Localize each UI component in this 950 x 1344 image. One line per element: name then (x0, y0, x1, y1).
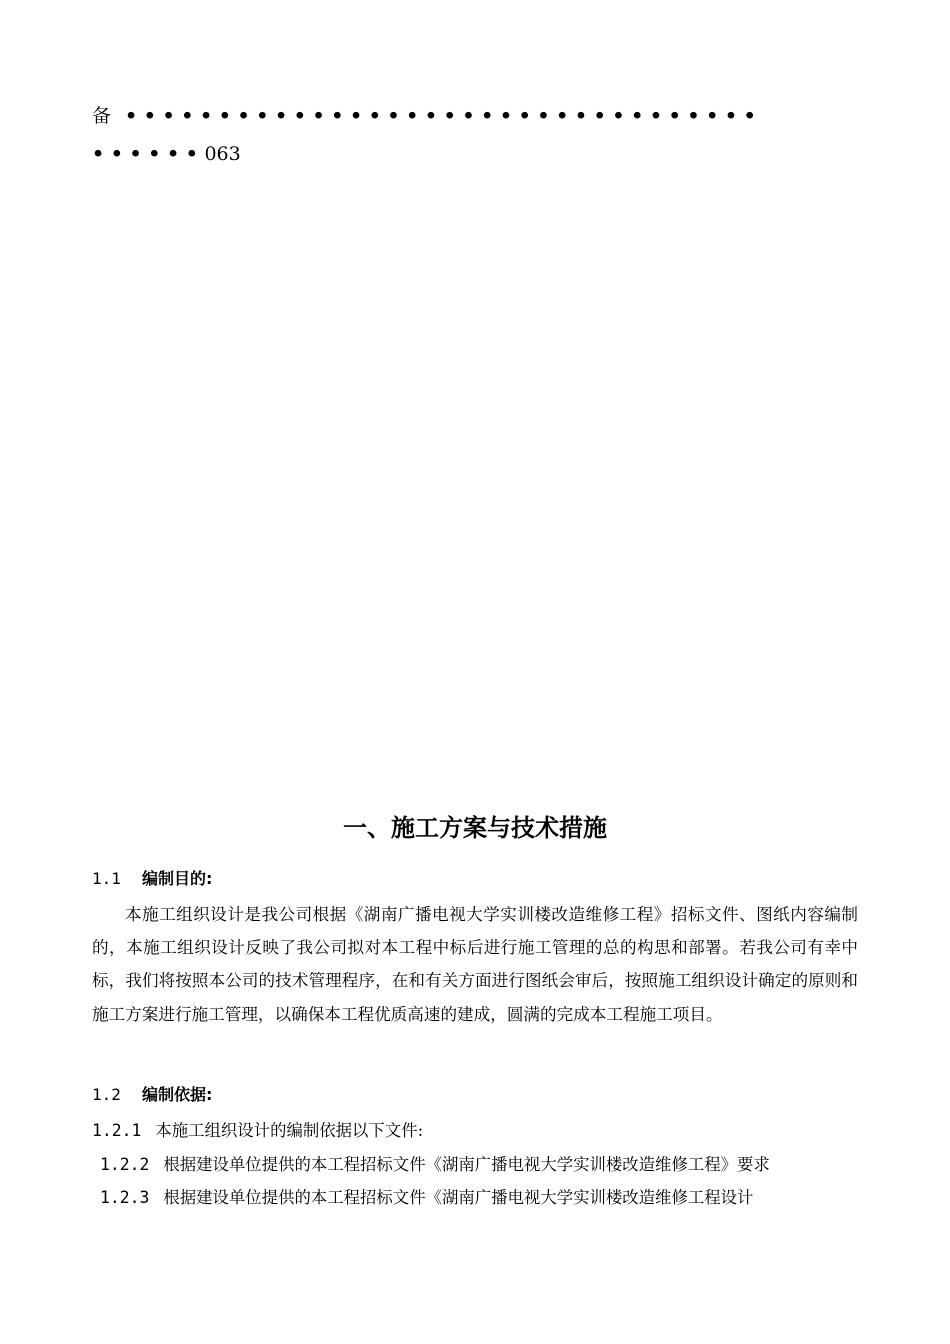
section-heading-1-2 (92, 1084, 212, 1106)
item-number: 1.2.3 (100, 1188, 150, 1207)
basis-item-1-2-1 (92, 1120, 423, 1142)
toc-page-number: 063 (204, 143, 241, 165)
toc-entry-line-2 (92, 142, 241, 166)
section-heading-1-1 (92, 868, 212, 890)
toc-leader-dots-continued: •••••• (92, 143, 205, 165)
chapter-heading: 一、施工方案与技术措施 (343, 814, 607, 842)
section-number: 1.2 (92, 1085, 121, 1104)
section-title: 编制目的: (142, 869, 213, 888)
basis-item-1-2-3 (100, 1187, 753, 1209)
item-text: 本施工组织设计的编制依据以下文件: (155, 1121, 424, 1140)
basis-item-1-2-2 (100, 1154, 770, 1176)
section-number: 1.1 (92, 869, 121, 888)
item-number: 1.2.2 (100, 1155, 150, 1174)
toc-entry-text: 备 (92, 105, 112, 127)
item-number: 1.2.1 (92, 1121, 142, 1140)
item-text: 根据建设单位提供的本工程招标文件《湖南广播电视大学实训楼改造维修工程》要求 (163, 1155, 770, 1174)
toc-entry-line-1 (92, 104, 762, 128)
purpose-paragraph: 本施工组织设计是我公司根据《湖南广播电视大学实训楼改造维修工程》招标文件、图纸内容编制的，本施工组织设计反映了我公司拟对本工程中标后进行施工管理的总的构思和部署。若我公司有幸中标，我们将按照本公司的技术管理程序，在和有关方面进行图纸会审后，按照施工组织设计确定的原则和施工方案进行施工管理，以确保本工程优质高速的建成，圆满的完成本工程施工项目。 (92, 905, 858, 1024)
item-text: 根据建设单位提供的本工程招标文件《湖南广播电视大学实训楼改造维修工程设计 (163, 1188, 754, 1207)
section-title: 编制依据: (142, 1085, 213, 1104)
toc-leader-dots: •••••••••••••••••••••••••••••••••• (125, 105, 763, 127)
